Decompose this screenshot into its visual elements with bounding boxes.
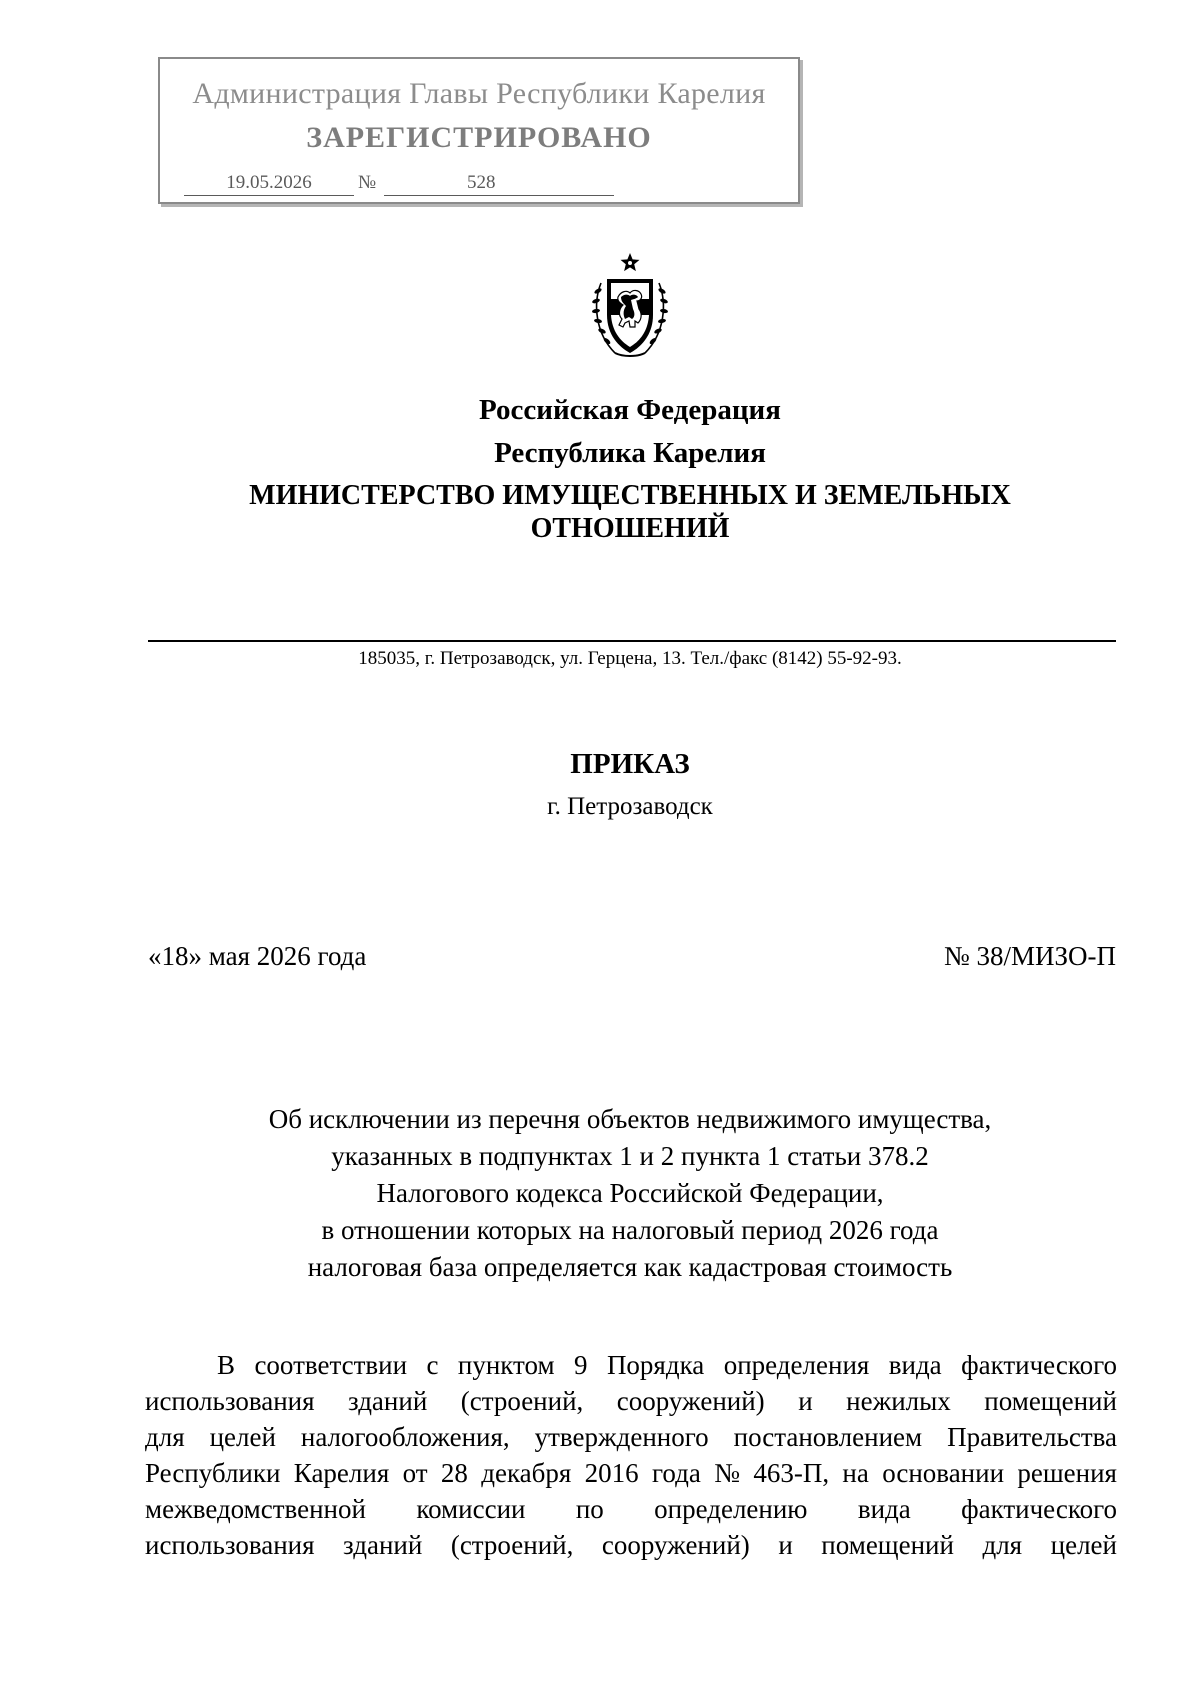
order-subject xyxy=(0,1101,1200,1286)
body-line: Республики Карелия от 28 декабря 2016 года № 463-П, на основании решения xyxy=(145,1458,1117,1488)
stamp-administration-label: Администрация Главы Республики Карелия xyxy=(192,77,766,110)
karelia-coat-of-arms-icon xyxy=(585,253,675,365)
subject-line: Об исключении из перечня объектов недвижимого имущества, xyxy=(268,1104,992,1134)
header-ministry xyxy=(0,479,1200,545)
body-line: использования зданий (строений, сооружений) и помещений для целей xyxy=(145,1530,1117,1560)
ministry-line-2: ОТНОШЕНИЙ xyxy=(530,513,730,544)
subject-line: указанных в подпунктах 1 и 2 пункта 1 статьи 378.2 xyxy=(331,1141,929,1171)
subject-line: налоговая база определяется как кадастровая стоимость xyxy=(307,1252,953,1282)
body-line: для целей налогообложения, утвержденного постановлением Правительства xyxy=(145,1422,1117,1452)
ministry-line-1: МИНИСТЕРСТВО ИМУЩЕСТВЕННЫХ И ЗЕМЕЛЬНЫХ xyxy=(249,480,1011,511)
body-line: межведомственной комиссии по определению вида фактического xyxy=(145,1494,1117,1524)
body-line: В соответствии с пунктом 9 Порядка определения вида фактического xyxy=(217,1350,1117,1380)
ministry-address: 185035, г. Петрозаводск, ул. Герцена, 13. Тел./факс (8142) 55-92-93. xyxy=(358,648,902,669)
body-line: использования зданий (строений, сооружений) и нежилых помещений xyxy=(145,1386,1117,1416)
header-federation: Российская Федерация xyxy=(479,394,781,426)
subject-line: в отношении которых на налоговый период 2026 года xyxy=(321,1215,939,1245)
order-city: г. Петрозаводск xyxy=(547,793,713,820)
order-date: «18» мая 2026 года xyxy=(148,941,367,971)
stamp-registered-label: ЗАРЕГИСТРИРОВАНО xyxy=(306,121,652,154)
subject-line: Налогового кодекса Российской Федерации, xyxy=(376,1178,884,1208)
order-body xyxy=(145,1347,1117,1563)
stamp-number-sign: № xyxy=(358,172,377,193)
stamp-number: 528 xyxy=(384,171,614,196)
order-title: ПРИКАЗ xyxy=(570,748,690,780)
header-republic: Республика Карелия xyxy=(494,437,766,469)
registration-stamp xyxy=(158,57,800,204)
header-divider xyxy=(148,640,1116,642)
stamp-date: 19.05.2026 xyxy=(184,171,354,196)
stamp-registration-row xyxy=(184,171,614,195)
order-number: № 38/МИЗО-П xyxy=(943,941,1116,971)
